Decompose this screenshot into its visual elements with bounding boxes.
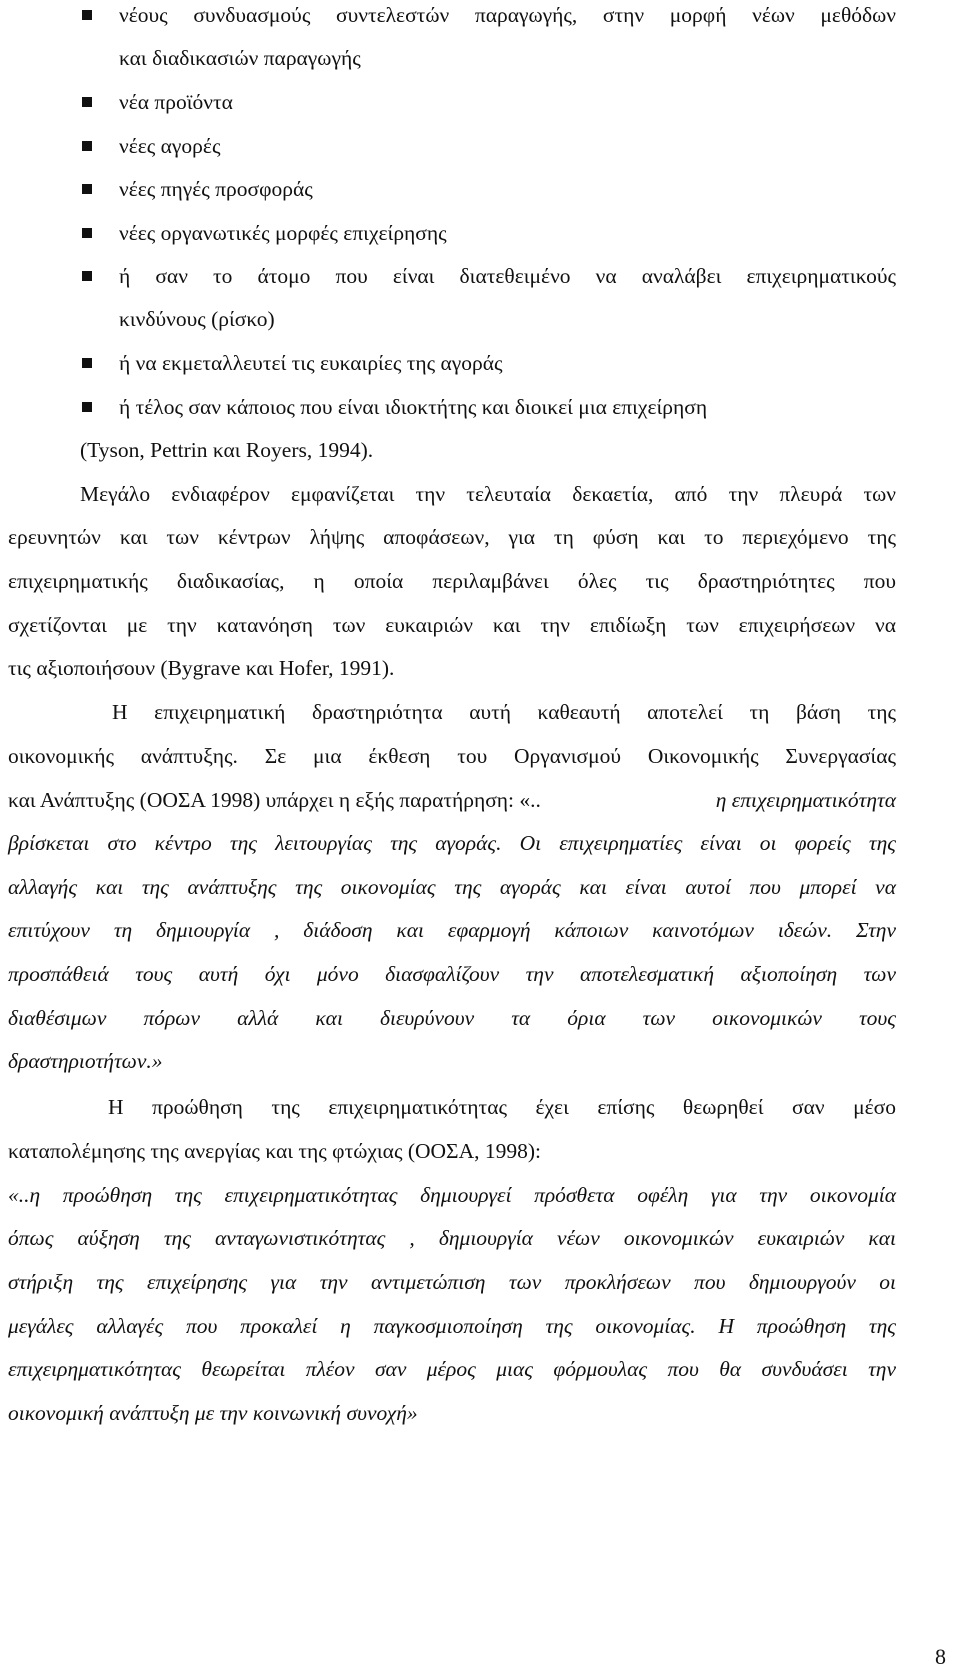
bullet-marker: [82, 358, 92, 368]
citation: (Tyson, Pettrin και Royers, 1994).: [80, 438, 374, 462]
quote-line: όπως αύξηση της ανταγωνιστικότητας , δημιουργία νέων οικονομικών ευκαιριών και: [8, 1226, 896, 1250]
quote-text: η επιχειρηματικότητα: [715, 788, 896, 812]
list-item-continuation: κινδύνους (ρίσκο): [119, 307, 275, 331]
list-item: νέα προϊόντα: [119, 90, 233, 114]
paragraph-line: Η προώθηση της επιχειρηματικότητας έχει επίσης θεωρηθεί σαν μέσο: [108, 1095, 896, 1119]
paragraph-line: Η επιχειρηματική δραστηριότητα αυτή καθεαυτή αποτελεί τη βάση της: [112, 700, 896, 724]
paragraph-line: επιχειρηματικής διαδικασίας, η οποία περιλαμβάνει όλες τις δραστηριότητες που: [8, 569, 896, 593]
bullet-marker: [82, 402, 92, 412]
quote-line: μεγάλες αλλαγές που προκαλεί η παγκοσμιοποίηση της οικονομίας. Η προώθηση της: [8, 1314, 896, 1338]
quote-line: «..η προώθηση της επιχειρηματικότητας δημιουργεί πρόσθετα οφέλη για την οικονομία: [8, 1183, 896, 1207]
bullet-marker: [82, 10, 92, 20]
bullet-marker: [82, 271, 92, 281]
paragraph-line: οικονομικής ανάπτυξης. Σε μια έκθεση του Οργανισμού Οικονομικής Συνεργασίας: [8, 744, 896, 768]
paragraph-line: ερευνητών και των κέντρων λήψης αποφάσεων, για τη φύση και το περιεχόμενο της: [8, 525, 896, 549]
quote-line: στήριξη της επιχείρησης για την αντιμετώπιση των προκλήσεων που δημιουργούν οι: [8, 1270, 896, 1294]
list-item: νέες οργανωτικές μορφές επιχείρησης: [119, 221, 447, 245]
list-item: νέους συνδυασμούς συντελεστών παραγωγής, στην μορφή νέων μεθόδων: [119, 3, 896, 27]
quote-line: δραστηριοτήτων.»: [8, 1049, 163, 1073]
list-item: νέες πηγές προσφοράς: [119, 177, 313, 201]
list-item-continuation: και διαδικασιών παραγωγής: [119, 46, 361, 70]
paragraph-line: σχετίζονται με την κατανόηση των ευκαιριών και την επιδίωξη των επιχειρήσεων να: [8, 613, 896, 637]
paragraph-line: [8, 785, 896, 815]
quote-line: προσπάθειά τους αυτή όχι μόνο διασφαλίζουν την αποτελεσματική αξιοποίηση των: [8, 962, 896, 986]
bullet-marker: [82, 141, 92, 151]
quote-line: επιχειρηματικότητας θεωρείται πλέον σαν μέρος μιας φόρμουλας που θα συνδυάσει την: [8, 1357, 896, 1381]
bullet-marker: [82, 97, 92, 107]
paragraph-text: και Ανάπτυξης (ΟΟΣΑ 1998) υπάρχει η εξής παρατήρηση: «..: [8, 788, 541, 812]
quote-line: διαθέσιμων πόρων αλλά και διευρύνουν τα όρια των οικονομικών τους: [8, 1006, 896, 1030]
list-item: ή σαν το άτομο που είναι διατεθειμένο να αναλάβει επιχειρηματικούς: [119, 264, 896, 288]
list-item: ή τέλος σαν κάποιος που είναι ιδιοκτήτης και διοικεί μια επιχείρηση: [119, 395, 708, 419]
quote-line: αλλαγής και της ανάπτυξης της οικονομίας της αγοράς και είναι αυτοί που μπορεί να: [8, 875, 896, 899]
paragraph-line: τις αξιοποιήσουν (Bygrave και Hofer, 1991).: [8, 656, 395, 680]
list-item: νέες αγορές: [119, 134, 221, 158]
quote-line: επιτύχουν τη δημιουργία , διάδοση και εφαρμογή κάποιων καινοτόμων ιδεών. Στην: [8, 918, 896, 942]
page-number: 8: [935, 1644, 946, 1669]
quote-line: βρίσκεται στο κέντρο της λειτουργίας της αγοράς. Οι επιχειρηματίες είναι οι φορείς της: [8, 831, 896, 855]
quote-line: οικονομική ανάπτυξη με την κοινωνική συνοχή»: [8, 1401, 418, 1425]
paragraph-line: Μεγάλο ενδιαφέρον εμφανίζεται την τελευταία δεκαετία, από την πλευρά των: [80, 482, 896, 506]
paragraph-line: καταπολέμησης της ανεργίας και της φτώχιας (ΟΟΣΑ, 1998):: [8, 1139, 541, 1163]
bullet-marker: [82, 184, 92, 194]
bullet-marker: [82, 228, 92, 238]
list-item: ή να εκμεταλλευτεί τις ευκαιρίες της αγοράς: [119, 351, 503, 375]
